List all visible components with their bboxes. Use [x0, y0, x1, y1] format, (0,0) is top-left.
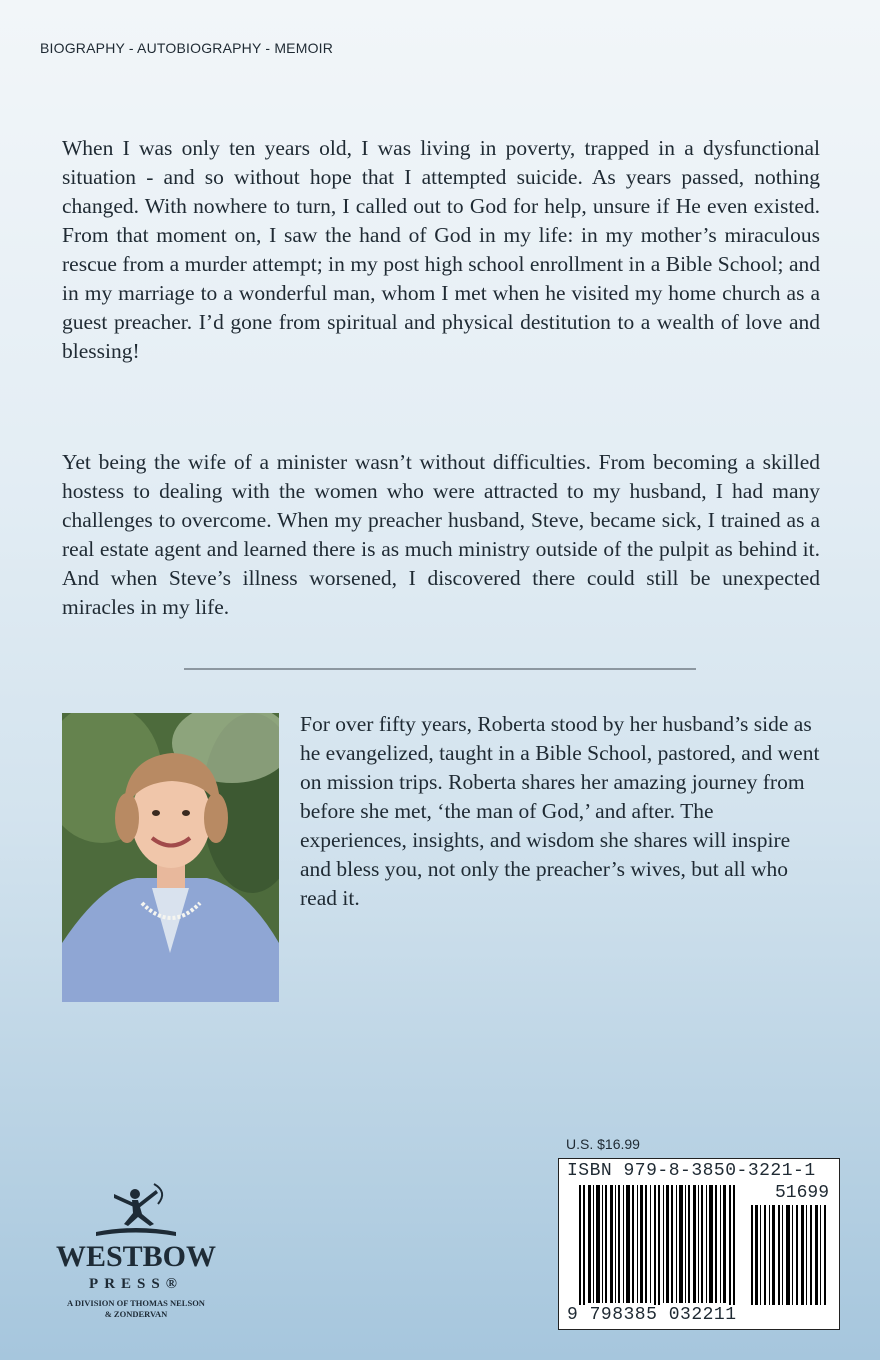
- isbn-text: ISBN 979-8-3850-3221-1: [567, 1161, 816, 1181]
- blurb-paragraph-1: When I was only ten years old, I was living in poverty, trapped in a dysfunctional situation - and so without hope that I attempted suicide. As years passed, nothing changed. With nowhere to turn, I called out to God for help, unsure if He even existed. From that moment on, I saw the hand of God in my life: in my mother’s miraculous rescue from a murder attempt; in my post high school enrollment in a Bible School; and in my marriage to a wonderful man, whom I met when he visited my home church as a guest preacher. I’d gone from spiritual and physical destitution to a wealth of love and blessing!: [62, 136, 820, 363]
- author-bio: For over fifty years, Roberta stood by her husband’s side as he evangelized, taught in a Bible School, pastored, and went on mission trips. Roberta shares her amazing journey from before she met, ‘the man of God,’ and after. The experiences, insights, and wisdom she shares will inspire and bless you, not only the preacher’s wives, but all who read it.: [300, 712, 820, 910]
- price-addon-bars: [751, 1205, 831, 1305]
- genre-label: BIOGRAPHY - AUTOBIOGRAPHY - MEMOIR: [40, 40, 334, 56]
- price-code: 51699: [774, 1183, 829, 1203]
- barcode: [558, 1158, 840, 1330]
- publisher-logo: [36, 1180, 236, 1330]
- publisher-division: [36, 1298, 236, 1320]
- price-label: U.S. $16.99: [566, 1136, 640, 1152]
- publisher-name: WESTBOW: [55, 1240, 217, 1273]
- ean-digits: 9 798385 032211: [567, 1305, 737, 1325]
- divider-line: [184, 668, 696, 670]
- author-photo: [62, 713, 279, 1002]
- publisher-division-line-2: & ZONDERVAN: [104, 1309, 168, 1319]
- publisher-sub: PRESS®: [89, 1276, 183, 1292]
- archer-icon: [36, 1180, 236, 1240]
- author-portrait-illustration: [62, 713, 279, 1002]
- publisher-division-line-1: A DIVISION OF THOMAS NELSON: [67, 1298, 205, 1308]
- blurb-paragraph-2: Yet being the wife of a minister wasn’t without difficulties. From becoming a skilled hostess to dealing with the women who were attracted to my husband, I had many challenges to overcome. When my preacher husband, Steve, became sick, I trained as a real estate agent and learned there is as much ministry outside of the pulpit as behind it. And when Steve’s illness worsened, I discovered there could still be unexpected miracles in my life.: [62, 450, 820, 619]
- ean-barcode-bars: [579, 1185, 739, 1313]
